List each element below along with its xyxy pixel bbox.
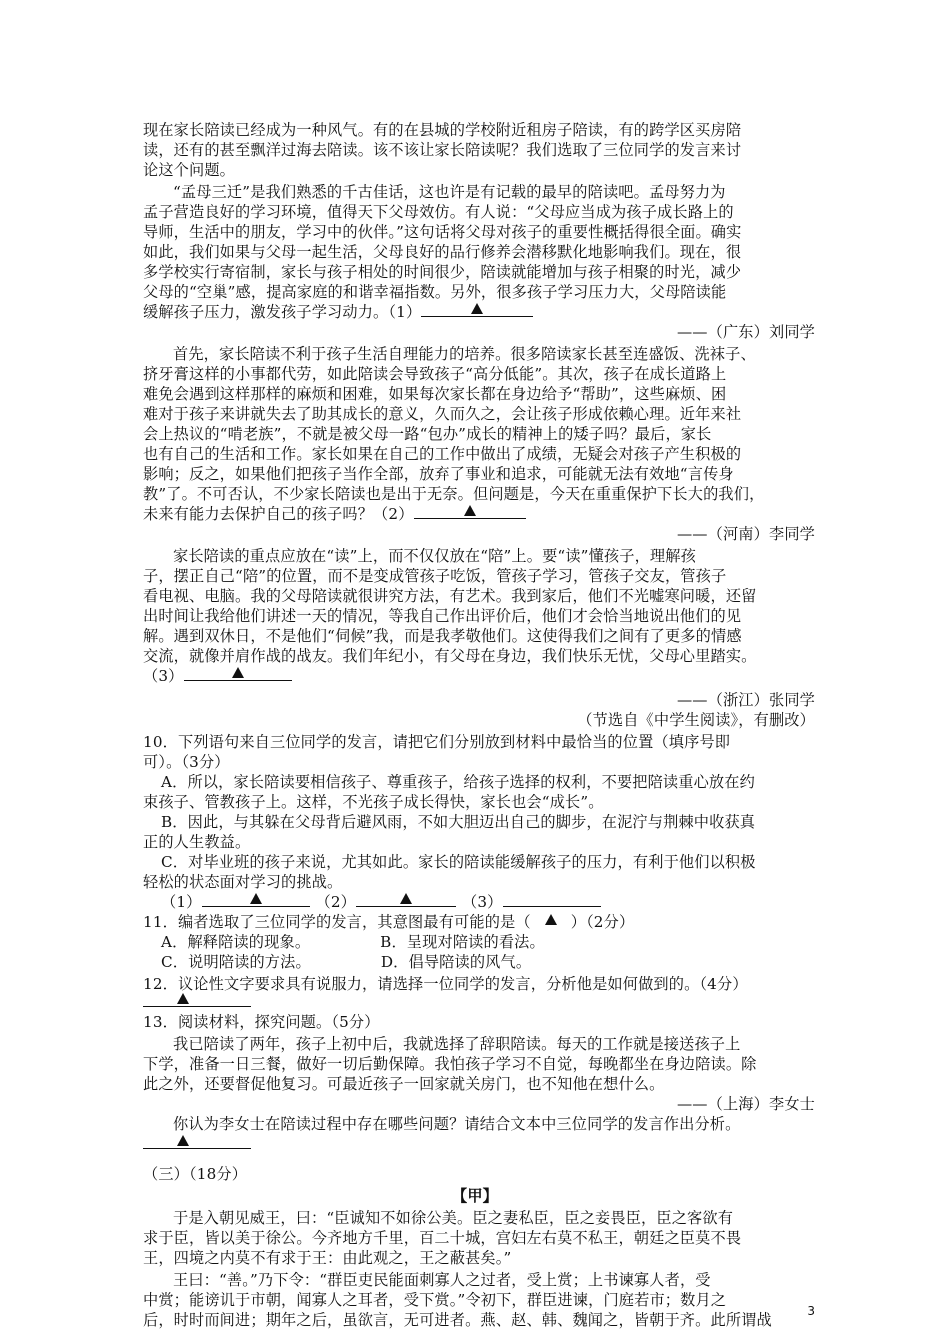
text-line: 下学，准备一日三餐，做好一切后勤保障。我怕孩子学习不自觉，每晚都坐在身边陪读。除 bbox=[143, 1055, 757, 1073]
blank-label: （3） bbox=[462, 893, 503, 911]
answer-blank-10-2[interactable] bbox=[356, 892, 456, 907]
answer-blank-2[interactable] bbox=[414, 504, 526, 519]
text-line: 交流，就像并肩作战的战友。我们年纪小，有父母在身边，我们快乐无忧，父母心里踏实。 bbox=[143, 647, 757, 665]
choice-c: C．说明陪读的方法。 bbox=[161, 953, 311, 971]
blank-label: （1） bbox=[161, 893, 202, 911]
text-line-with-blank bbox=[143, 302, 815, 322]
answer-blank-13[interactable] bbox=[143, 1134, 251, 1149]
answer-blank-10-1[interactable] bbox=[202, 892, 310, 907]
triangle-marker-icon bbox=[177, 993, 189, 1004]
text-fragment: 未来有能力去保护自己的孩子吗？（2） bbox=[143, 505, 414, 523]
text-line: 你认为李女士在陪读过程中存在哪些问题？请结合文本中三位同学的发言作出分析。 bbox=[173, 1115, 741, 1133]
option-a: A．所以，家长陪读要相信孩子、尊重孩子，给孩子选择的权利，不要把陪读重心放在约 bbox=[161, 773, 755, 791]
section-heading: （三）（18分） bbox=[143, 1165, 248, 1183]
text-line: 王曰：“善。”乃下令：“群臣吏民能面刺寡人之过者，受上赏；上书谏寡人者，受 bbox=[173, 1271, 711, 1289]
triangle-marker-icon bbox=[545, 914, 557, 925]
text-line: 导师，生活中的朋友，学习中的伙伴。”这句话将父母对孩子的重要性概括得很全面。确实 bbox=[143, 223, 742, 241]
text-line: 正的人生教益。 bbox=[143, 833, 251, 851]
text-line: 影响；反之，如果他们把孩子当作全部，放弃了事业和追求，可能就无法有效地“言传身 bbox=[143, 465, 734, 483]
attribution: ——（河南）李同学 bbox=[676, 525, 815, 543]
answer-line-13 bbox=[143, 1134, 815, 1154]
triangle-marker-icon bbox=[471, 303, 483, 314]
triangle-marker-icon bbox=[400, 893, 412, 904]
choice-row bbox=[161, 952, 815, 972]
attribution: ——（浙江）张同学 bbox=[676, 691, 815, 709]
text-line: 如此，我们如果与父母一起生活，父母良好的品行修养会潜移默化地影响我们。现在，很 bbox=[143, 243, 742, 261]
text-line: 后，时时而间进；期年之后，虽欲言，无可进者。燕、赵、韩、魏闻之，皆朝于齐。此所谓战 bbox=[143, 1311, 772, 1329]
attribution: ——（上海）李女士 bbox=[676, 1095, 815, 1113]
text-line: 也有自己的生活和工作。家长如果在自己的工作中做出了成绩，无疑会对孩子产生积极的 bbox=[143, 445, 742, 463]
text-line: 孟子营造良好的学习环境，值得天下父母效仿。有人说：“父母应当成为孩子成长路上的 bbox=[143, 203, 734, 221]
text-line: 可）。（3分） bbox=[143, 753, 230, 771]
question-12: 12．议论性文字要求具有说服力，请选择一位同学的发言，分析他是如何做到的。（4分） bbox=[143, 975, 748, 993]
source-note: （节选自《中学生阅读》，有删改） bbox=[577, 711, 815, 729]
answer-row-10 bbox=[161, 892, 815, 912]
text-line: 此之外，还要督促他复习。可最近孩子一回家就关房门，也不知他在想什么。 bbox=[143, 1075, 665, 1093]
passage-jia-heading: 【甲】 bbox=[451, 1187, 498, 1205]
text-line-with-blank bbox=[143, 504, 815, 524]
choice-a: A．解释陪读的现象。 bbox=[161, 933, 311, 951]
triangle-marker-icon bbox=[250, 893, 262, 904]
text-line: 王，四境之内莫不有求于王：由此观之，王之蔽甚矣。” bbox=[143, 1249, 512, 1267]
text-line: 家长陪读的重点应放在“读”上，而不仅仅放在“陪”上。要“读”懂孩子，理解孩 bbox=[173, 547, 696, 565]
option-c: C．对毕业班的孩子来说，尤其如此。家长的陪读能缓解孩子的压力，有利于他们以积极 bbox=[161, 853, 756, 871]
answer-blank-10-3[interactable] bbox=[503, 892, 601, 907]
text-line: 子，摆正自己“陪”的位置，而不是变成管孩子吃饭，管孩子学习，管孩子交友，管孩子 bbox=[143, 567, 727, 585]
triangle-marker-icon bbox=[232, 667, 244, 678]
text-line: “孟母三迁”是我们熟悉的千古佳话，这也许是有记载的最早的陪读吧。孟母努力为 bbox=[173, 183, 726, 201]
question-score: ）（2分） bbox=[570, 913, 635, 931]
text-line: 父母的“空巢”感，提高家庭的和谐幸福指数。另外，很多孩子学习压力大，父母陪读能 bbox=[143, 283, 727, 301]
text-fragment: 缓解孩子压力，激发孩子学习动力。（1） bbox=[143, 303, 422, 321]
option-b: B．因此，与其躲在父母背后避风雨，不如大胆迈出自己的脚步，在泥泞与荆棘中收获真 bbox=[161, 813, 756, 831]
text-line: 多学校实行寄宿制，家长与孩子相处的时间很少，陪读就能增加与孩子相聚的时光，减少 bbox=[143, 263, 742, 281]
text-line: 读，还有的甚至飘洋过海去陪读。该不该让家长陪读呢？我们选取了三位同学的发言来讨 bbox=[143, 141, 742, 159]
question-text: 11．编者选取了三位同学的发言，其意图最有可能的是（ bbox=[143, 913, 531, 931]
text-line: 挤牙膏这样的小事都代劳，如此陪读会导致孩子“高分低能”。其次，孩子在成长道路上 bbox=[143, 365, 727, 383]
text-line: 会上热议的“啃老族”，不就是被父母一路“包办”成长的精神上的矮子吗？最后，家长 bbox=[143, 425, 712, 443]
text-line: 现在家长陪读已经成为一种风气。有的在县城的学校附近租房子陪读，有的跨学区买房陪 bbox=[143, 121, 742, 139]
blank-label: （2） bbox=[315, 893, 356, 911]
triangle-marker-icon bbox=[177, 1135, 189, 1146]
page-number: 3 bbox=[807, 1304, 815, 1318]
text-line: 中赏；能谤讥于市朝，闻寡人之耳者，受下赏。”令初下，群臣进谏，门庭若市；数月之 bbox=[143, 1291, 727, 1309]
text-line: 求于臣，皆以美于徐公。今齐地方千里，百二十城，宫妇左右莫不私王，朝廷之臣莫不畏 bbox=[143, 1229, 742, 1247]
answer-blank-11[interactable] bbox=[531, 913, 571, 927]
triangle-marker-icon bbox=[464, 505, 476, 516]
question-13: 13．阅读材料，探究问题。（5分） bbox=[143, 1013, 380, 1031]
text-line: 论这个问题。 bbox=[143, 161, 236, 179]
text-line: 我已陪读了两年，孩子上初中后，我就选择了辞职陪读。每天的工作就是接送孩子上 bbox=[173, 1035, 741, 1053]
text-line: 教”了。不可否认，不少家长陪读也是出于无奈。但问题是，今天在重重保护下长大的我们， bbox=[143, 485, 765, 503]
text-fragment: （3） bbox=[143, 667, 184, 685]
attribution: ——（广东）刘同学 bbox=[676, 323, 815, 341]
text-line: 首先，家长陪读不利于孩子生活自理能力的培养。很多陪读家长甚至连盛饭、洗袜子、 bbox=[173, 345, 756, 363]
choice-row bbox=[161, 932, 815, 952]
text-line: 解。遇到双休日，不是他们“伺候”我，而是我孝敬他们。这使得我们之间有了更多的情感 bbox=[143, 627, 742, 645]
text-line: 出时间让我给他们讲述一天的情况，等我自己作出评价后，他们才会恰当地说出他们的见 bbox=[143, 607, 742, 625]
choice-b: B．呈现对陪读的看法。 bbox=[380, 933, 545, 951]
text-line: 难免会遇到这样那样的麻烦和困难，如果每次家长都在身边给予“帮助”，这些麻烦、困 bbox=[143, 385, 727, 403]
answer-blank-12[interactable] bbox=[143, 992, 251, 1007]
text-line: 难对于孩子来讲就失去了助其成长的意义，久而久之，会让孩子形成依赖心理。近年来社 bbox=[143, 405, 742, 423]
question-10: 10．下列语句来自三位同学的发言，请把它们分别放到材料中最恰当的位置（填序号即 bbox=[143, 733, 731, 751]
answer-line-12 bbox=[143, 992, 815, 1012]
choice-d: D．倡导陪读的风气。 bbox=[380, 953, 532, 971]
text-line: 看电视、电脑。我的父母陪读就很讲究方法，有艺术。我到家后，他们不光嘘寒问暖，还留 bbox=[143, 587, 757, 605]
answer-blank-1[interactable] bbox=[421, 302, 533, 317]
answer-blank-3[interactable] bbox=[184, 666, 292, 681]
text-line: 于是入朝见威王，曰：“臣诚知不如徐公美。臣之妻私臣，臣之妾畏臣，臣之客欲有 bbox=[173, 1209, 734, 1227]
text-line: 束孩子、管教孩子上。这样，不光孩子成长得快，家长也会“成长”。 bbox=[143, 793, 604, 811]
question-11 bbox=[143, 912, 815, 932]
text-line-with-blank bbox=[143, 666, 815, 686]
text-line: 轻松的状态面对学习的挑战。 bbox=[143, 873, 343, 891]
